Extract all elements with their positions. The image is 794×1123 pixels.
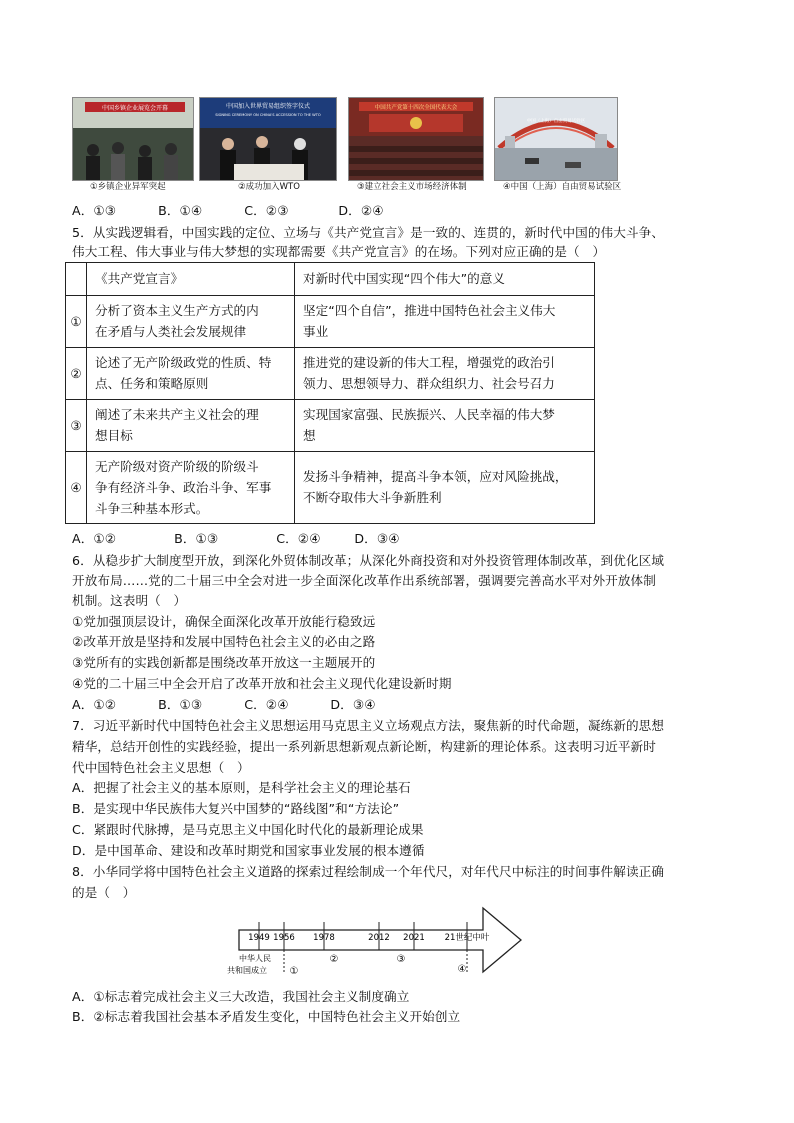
q4-option-d[interactable]: D．②④ — [338, 203, 384, 218]
q7-option-a[interactable]: A．把握了社会主义的基本原则，是科学社会主义的理论基石 — [72, 780, 411, 795]
q5-row-right — [295, 400, 595, 452]
q6-options — [72, 696, 376, 713]
q5-row-1-right-line-2: 事业 — [303, 324, 329, 339]
q5-row-3-right-line-2: 想 — [303, 428, 316, 443]
q5-row-num: ② — [66, 348, 87, 400]
q8-timeline — [215, 902, 530, 982]
q5-row-left — [87, 400, 295, 452]
q6-stem-line-3: 机制。这表明（ ） — [72, 593, 187, 608]
q5-row-right — [295, 348, 595, 400]
photo-2-banner-en: SIGNING CEREMONY ON CHINA'S ACCESSION TO THE WTO — [215, 113, 321, 117]
q8-stem-line-2: 的是（ ） — [72, 885, 136, 900]
year-1956: 1956 — [273, 933, 295, 943]
q5-table-row — [66, 400, 595, 452]
q7-stem-line-1: 7．习近平新时代中国特色社会主义思想运用马克思主义立场观点方法，聚焦新的时代命题，凝练新的思想 — [72, 718, 665, 733]
q5-row-right — [295, 452, 595, 524]
q7-stem-line-3: 代中国特色社会主义思想（ ） — [72, 760, 250, 775]
mark-1: ① — [289, 966, 299, 977]
mark-3: ③ — [396, 954, 406, 965]
q5-header-right: 对新时代中国实现“四个伟大”的意义 — [295, 263, 595, 296]
photo-township-enterprise — [72, 97, 194, 181]
q5-row-3-left-line-1: 阐述了未来共产主义社会的理 — [95, 407, 259, 422]
q5-row-2-left-line-1: 论述了无产阶级政党的性质、特 — [95, 355, 272, 370]
q5-row-num: ④ — [66, 452, 87, 524]
q6-item-3: ③党所有的实践创新都是围绕改革开放这一主题展开的 — [72, 655, 376, 670]
q6-item-2: ②改革开放是坚持和发展中国特色社会主义的必由之路 — [72, 634, 376, 649]
year-2012: 2012 — [368, 933, 390, 943]
q7-option-b[interactable]: B．是实现中华民族伟大复兴中国梦的“路线图”和“方法论” — [72, 801, 400, 816]
q5-table-header — [66, 263, 595, 296]
q5-row-num: ① — [66, 296, 87, 348]
photo-3-image — [349, 98, 483, 180]
photo-1-image — [73, 98, 193, 180]
photo-3-caption: ③建立社会主义市场经济体制 — [357, 182, 467, 192]
q4-option-a[interactable]: A．①③ — [72, 203, 117, 218]
q4-option-b[interactable]: B．①④ — [158, 203, 203, 218]
year-1978: 1978 — [313, 933, 335, 943]
q4-options — [72, 202, 384, 219]
q5-row-4-right-line-1: 发扬斗争精神，提高斗争本领，应对风险挑战， — [303, 469, 568, 484]
q5-row-1-left-line-1: 分析了资本主义生产方式的内 — [95, 303, 259, 318]
q4-option-c[interactable]: C．②③ — [244, 203, 289, 218]
photo-wto-accession — [199, 97, 337, 181]
q5-option-c[interactable]: C．②④ — [276, 531, 321, 546]
start-label-line-1: 中华人民 — [239, 954, 271, 963]
mark-4: ④ — [457, 964, 467, 975]
photo-1-caption: ①乡镇企业异军突起 — [90, 182, 166, 192]
photo-2-banner: 中国加入世界贸易组织签字仪式 — [225, 103, 311, 110]
q6-stem-line-1: 6．从稳步扩大制度型开放，到深化外贸体制改革；从深化外商投资和对外投资管理体制改革，到优化区域 — [72, 553, 665, 568]
q5-row-right — [295, 296, 595, 348]
photo-2-image — [200, 98, 336, 180]
photo-1-banner: 中国乡镇企业展览会开幕 — [101, 105, 169, 112]
q8-option-b[interactable]: B．②标志着我国社会基本矛盾发生变化，中国特色社会主义开始创立 — [72, 1009, 461, 1024]
q5-row-4-left-line-1: 无产阶级对资产阶级的阶级斗 — [95, 458, 259, 474]
year-1949: 1949 — [248, 933, 270, 943]
year-mid-century: 21世纪中叶 — [444, 933, 490, 943]
q5-options — [72, 530, 400, 547]
q6-item-1: ①党加强顶层设计，确保全面深化改革开放能行稳致远 — [72, 614, 376, 629]
q8-stem-line-1: 8．小华同学将中国特色社会主义道路的探索过程绘制成一个年代尺，对年代尺中标注的时间事件解读正确 — [72, 864, 665, 879]
photo-free-trade-zone — [494, 97, 618, 181]
q5-row-1-right-line-1: 坚定“四个自信”，推进中国特色社会主义伟大 — [303, 303, 556, 318]
q5-table-row — [66, 452, 595, 524]
q5-row-3-left-line-2: 想目标 — [95, 428, 133, 443]
photo-4-banner: 中国（上海）自由贸易试验区 — [526, 119, 586, 124]
q5-row-left — [87, 452, 295, 524]
q5-row-1-left-line-2: 在矛盾与人类社会发展规律 — [95, 324, 247, 339]
q5-table-row — [66, 296, 595, 348]
q5-stem-line-1: 5．从实践逻辑看，中国实践的定位、立场与《共产党宣言》是一致的、连贯的，新时代中国的伟大斗争、 — [72, 225, 665, 240]
mark-2: ② — [329, 954, 339, 965]
q6-option-c[interactable]: C．②④ — [244, 697, 289, 712]
q7-option-d[interactable]: D．是中国革命、建设和改革时期党和国家事业发展的根本遵循 — [72, 843, 425, 858]
start-label-line-2: 共和国成立 — [227, 966, 267, 975]
q5-row-num: ③ — [66, 400, 87, 452]
q7-stem-line-2: 精华，总结开创性的实践经验，提出一系列新思想新观点新论断，构建新的理论体系。这表明习近平新时 — [72, 739, 656, 754]
q8-option-a[interactable]: A．①标志着完成社会主义三大改造，我国社会主义制度确立 — [72, 989, 410, 1004]
year-2021: 2021 — [403, 933, 425, 943]
q5-row-left — [87, 348, 295, 400]
q5-option-b[interactable]: B．①③ — [174, 531, 219, 546]
q5-stem-line-2: 伟大工程、伟大事业与伟大梦想的实现都需要《共产党宣言》的在场。下列对应正确的是（ ） — [72, 244, 606, 259]
q5-header-empty — [66, 263, 87, 296]
q5-row-4-left-line-3: 斗争三种基本形式。 — [95, 500, 209, 516]
photo-4-caption: ④中国（上海）自由贸易试验区 — [503, 182, 622, 192]
photo-market-economy — [348, 97, 484, 181]
photo-3-banner: 中国共产党第十四次全国代表大会 — [374, 105, 458, 111]
q5-row-4-right-line-2: 不断夺取伟大斗争新胜利 — [303, 490, 442, 505]
q5-table-row — [66, 348, 595, 400]
q6-stem-line-2: 开放布局……党的二十届三中全会对进一步全面深化改革作出系统部署，强调要完善高水平对外开放体制 — [72, 573, 656, 588]
q5-option-a[interactable]: A．①② — [72, 531, 117, 546]
q6-option-d[interactable]: D．③④ — [330, 697, 376, 712]
q5-row-left — [87, 296, 295, 348]
q5-option-d[interactable]: D．③④ — [354, 531, 400, 546]
q5-table — [65, 262, 595, 524]
q6-option-b[interactable]: B．①③ — [158, 697, 203, 712]
photo-2-caption: ②成功加入WTO — [238, 182, 300, 192]
q7-option-c[interactable]: C．紧跟时代脉搏，是马克思主义中国化时代化的最新理论成果 — [72, 822, 424, 837]
q5-row-4-left-line-2: 争有经济斗争、政治斗争、军事 — [95, 479, 272, 495]
q5-row-2-left-line-2: 点、任务和策略原则 — [95, 376, 209, 391]
photo-4-image — [495, 98, 617, 180]
q5-row-2-right-line-1: 推进党的建设新的伟大工程，增强党的政治引 — [303, 355, 555, 370]
q6-option-a[interactable]: A．①② — [72, 697, 117, 712]
q5-header-left: 《共产党宣言》 — [87, 263, 295, 296]
q5-row-3-right-line-1: 实现国家富强、民族振兴、人民幸福的伟大梦 — [303, 407, 555, 422]
q6-item-4: ④党的二十届三中全会开启了改革开放和社会主义现代化建设新时期 — [72, 676, 452, 691]
q5-row-2-right-line-2: 领力、思想领导力、群众组织力、社会号召力 — [303, 376, 555, 391]
